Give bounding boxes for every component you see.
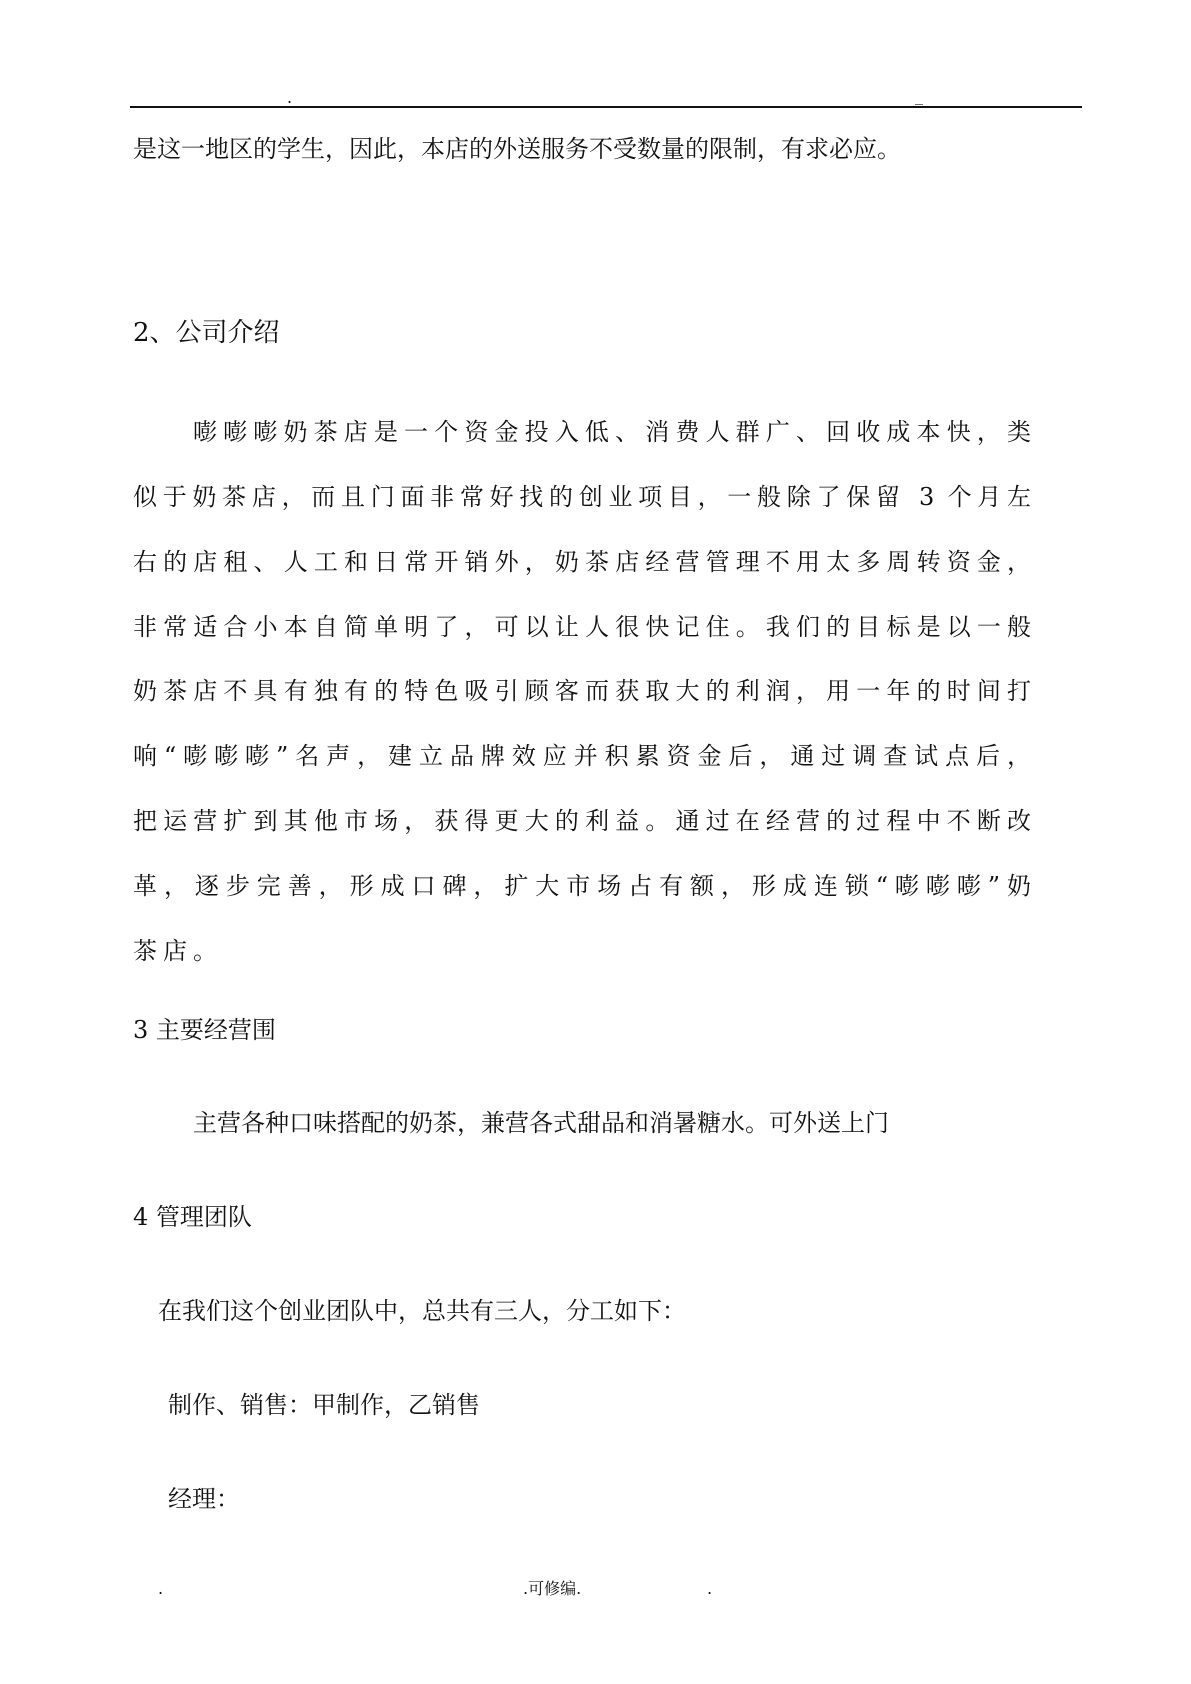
section-4-title: 4 管理团队 [133,1203,252,1231]
section-4-manager: 经理： [168,1485,240,1513]
section-2-line: 革，逐步完善，形成口碑，扩大市场占有额，形成连锁“嘭嘭嘭”奶 [133,872,1031,900]
section-2-line: 右的店租、人工和日常开销外，奶茶店经营管理不用太多周转资金， [133,548,1031,576]
section-2-line: 嘭嘭嘭奶茶店是一个资金投入低、消费人群广、回收成本快，类 [193,418,1031,446]
section-4-intro: 在我们这个创业团队中，总共有三人，分工如下： [158,1297,686,1325]
section-2-line: 奶茶店不具有独有的特色吸引顾客而获取大的利润，用一年的时间打 [133,677,1031,705]
header-mark-right: _ [915,86,923,105]
section-2-line: 似于奶茶店，而且门面非常好找的创业项目，一般除了保留 3 个月左 [133,483,1031,511]
section-2-line: 茶店。 [133,937,223,965]
footer-right-mark: . [707,1579,713,1598]
section-4-roles: 制作、销售：甲制作，乙销售 [168,1391,480,1419]
section-3-body: 主营各种口味搭配的奶茶，兼营各式甜品和消暑糖水。可外送上门 [193,1109,889,1137]
header-rule [130,106,1082,108]
continuation-paragraph: 是这一地区的学生，因此，本店的外送服务不受数量的限制，有求必应。 [133,135,901,163]
section-3-title: 3 主要经营围 [133,1016,276,1044]
section-2-line: 响“嘭嘭嘭”名声，建立品牌效应并积累资金后，通过调查试点后， [133,742,1031,770]
section-2-title: 2、公司介绍 [133,318,280,348]
header-mark-left: . [287,88,293,107]
footer-center-text: .可修编. [523,1579,582,1598]
section-2-line: 非常适合小本自简单明了，可以让人很快记住。我们的目标是以一般 [133,613,1031,641]
footer-left-mark: . [158,1579,164,1598]
section-2-line: 把运营扩到其他市场，获得更大的利益。通过在经营的过程中不断改 [133,807,1031,835]
